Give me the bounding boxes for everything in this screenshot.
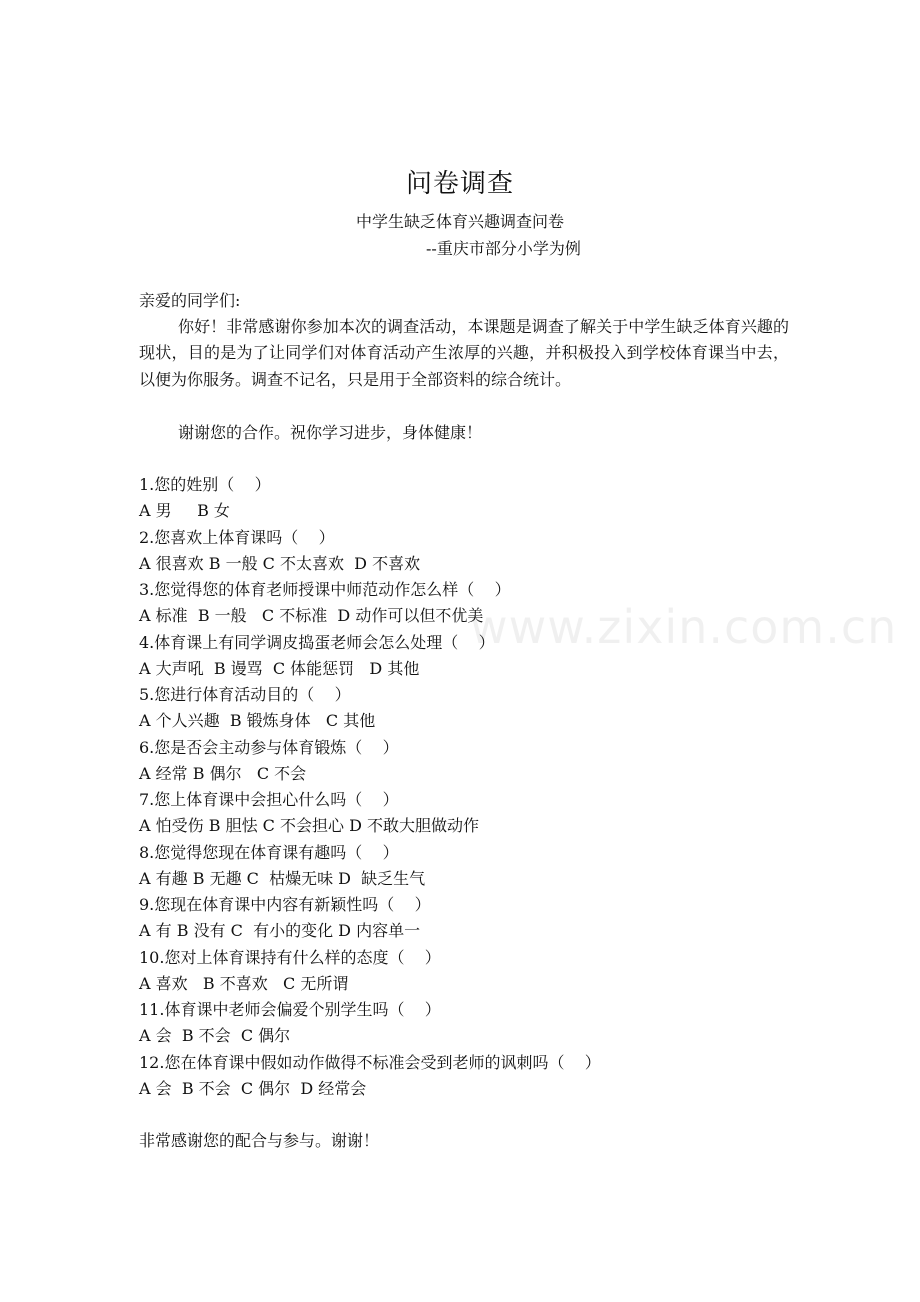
options-5: A 个人兴趣 B 锻炼身体 C 其他 xyxy=(139,711,376,731)
question-8: 8.您觉得您现在体育课有趣吗（ ） xyxy=(139,842,399,862)
options-12: A 会 B 不会 C 偶尔 D 经常会 xyxy=(139,1078,367,1098)
options-10: A 喜欢 B 不喜欢 C 无所谓 xyxy=(139,973,349,993)
watermark: www.zixin.com.cn xyxy=(470,600,898,654)
survey-subtitle-sub: --重庆市部分小学为例 xyxy=(426,239,581,258)
options-6: A 经常 B 偶尔 C 不会 xyxy=(139,763,307,783)
question-3: 3.您觉得您的体育老师授课中师范动作怎么样（ ） xyxy=(139,580,511,599)
question-12: 12.您在体育课中假如动作做得不标准会受到老师的讽刺吗（ ） xyxy=(139,1052,601,1072)
question-5: 5.您进行体育活动目的（ ） xyxy=(139,685,351,704)
options-4: A 大声吼 B 谩骂 C 体能惩罚 D 其他 xyxy=(139,658,420,678)
options-1: A 男 B 女 xyxy=(139,501,230,521)
options-7: A 怕受伤 B 胆怯 C 不会担心 D 不敢大胆做动作 xyxy=(139,816,479,836)
question-2: 2.您喜欢上体育课吗（ ） xyxy=(139,527,335,547)
intro-paragraph: 你好！非常感谢你参加本次的调查活动，本课题是调查了解关于中学生缺乏体育兴趣的现状，目的是为了让同学们对体育活动产生浓厚的兴趣，并积极投入到学校体育课当中去，以便为你服务。调查不记名，只是用于全部资料的综合统计。 xyxy=(139,317,789,389)
options-8: A 有趣 B 无趣 C 枯燥无味 D 缺乏生气 xyxy=(139,868,426,888)
closing-text: 非常感谢您的配合与参与。谢谢！ xyxy=(139,1131,380,1150)
question-list xyxy=(139,472,789,1102)
question-10: 10.您对上体育课持有什么样的态度（ ） xyxy=(139,947,441,967)
options-11: A 会 B 不会 C 偶尔 xyxy=(139,1026,291,1046)
greeting: 亲爱的同学们: xyxy=(139,291,241,310)
page-title: 问卷调查 xyxy=(405,169,514,199)
options-3: A 标准 B 一般 C 不标准 D 动作可以但不优美 xyxy=(139,606,484,626)
question-4: 4.体育课上有同学调皮捣蛋老师会怎么处理（ ） xyxy=(139,632,495,652)
question-6: 6.您是否会主动参与体育锻炼（ ） xyxy=(139,737,399,757)
wish-paragraph: 谢谢您的合作。祝你学习进步，身体健康！ xyxy=(178,423,483,442)
question-1: 1.您的姓别（ ） xyxy=(139,475,271,494)
survey-subtitle: 中学生缺乏体育兴趣调查问卷 xyxy=(355,212,564,231)
question-9: 9.您现在体育课中内容有新颖性吗（ ） xyxy=(139,895,431,914)
options-2: A 很喜欢 B 一般 C 不太喜欢 D 不喜欢 xyxy=(139,553,421,573)
question-11: 11.体育课中老师会偏爱个别学生吗（ ） xyxy=(139,1000,441,1019)
options-9: A 有 B 没有 C 有小的变化 D 内容单一 xyxy=(139,921,421,941)
question-7: 7.您上体育课中会担心什么吗（ ） xyxy=(139,790,399,809)
